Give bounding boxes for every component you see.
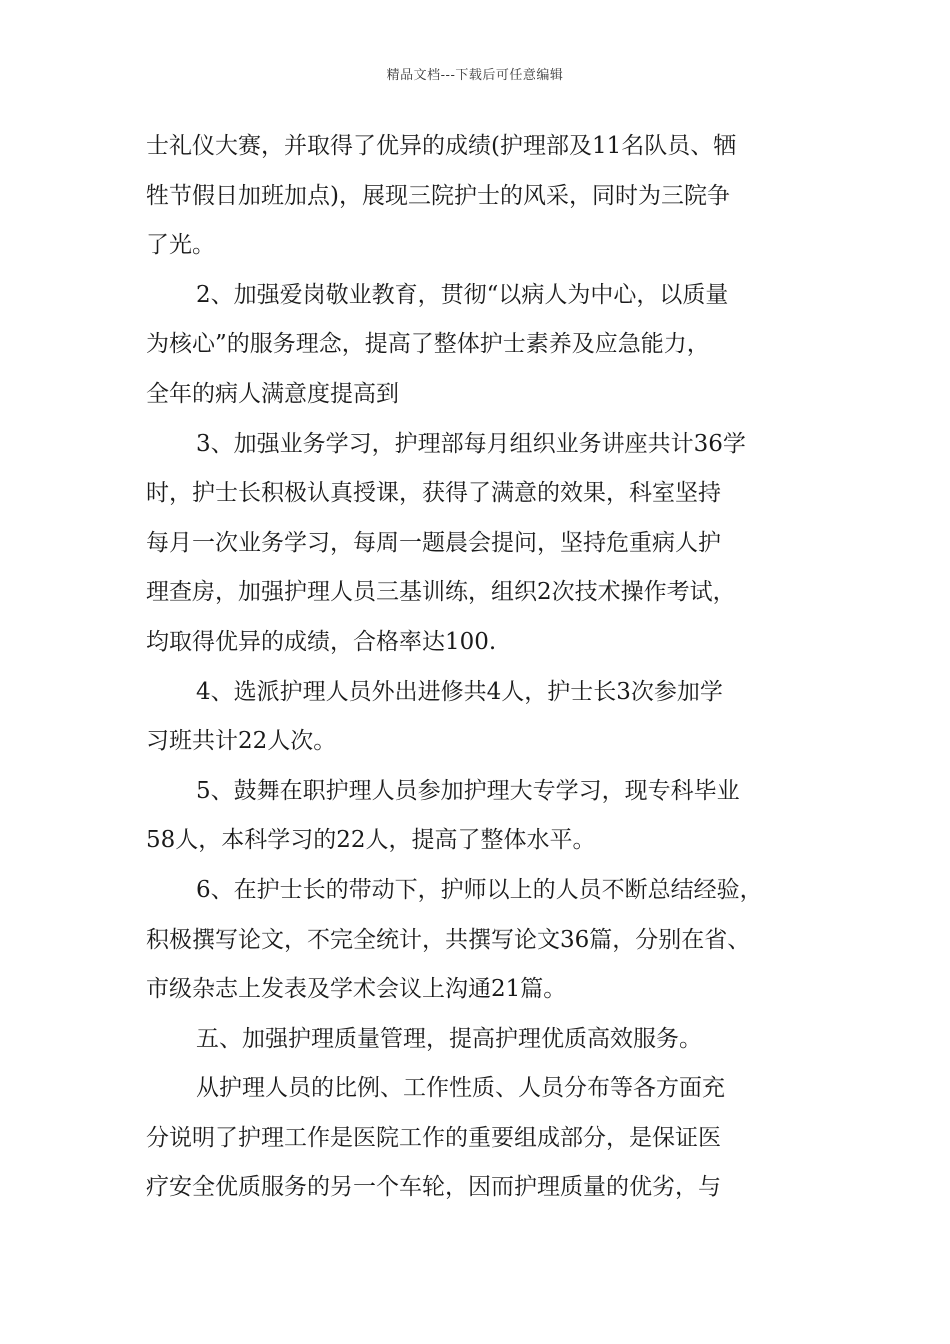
text-line: 积极撰写论文，不完全统计，共撰写论文36篇，分别在省、 — [146, 926, 751, 953]
text-line: 全年的病人满意度提高到 — [146, 380, 399, 407]
text-line: 理查房，加强护理人员三基训练，组织2次技术操作考试， — [146, 579, 736, 606]
text-line: 2、加强爱岗敬业教育，贯彻“以病人为中心，以质量 — [196, 281, 729, 308]
text-line: 疗安全优质服务的另一个车轮，因而护理质量的优劣，与 — [146, 1174, 721, 1201]
text-line: 市级杂志上发表及学术会议上沟通21篇。 — [146, 976, 567, 1003]
text-line: 为核心”的服务理念，提高了整体护士素养及应急能力， — [146, 331, 710, 358]
text-line: 时，护士长积极认真授课，获得了满意的效果，科室坚持 — [146, 480, 721, 507]
text-line: 3、加强业务学习，护理部每月组织业务讲座共计36学 — [196, 430, 746, 457]
text-line: 五、加强护理质量管理，提高护理优质高效服务。 — [196, 1025, 702, 1052]
text-line: 从护理人员的比例、工作性质、人员分布等各方面充 — [196, 1075, 725, 1102]
text-line: 每月一次业务学习，每周一题晨会提问，坚持危重病人护 — [146, 529, 721, 556]
text-line: 了光。 — [146, 232, 215, 259]
text-line: 4、选派护理人员外出进修共4人，护士长3次参加学 — [196, 678, 723, 705]
text-line: 58人，本科学习的22人，提高了整体水平。 — [146, 827, 596, 854]
text-line: 习班共计22人次。 — [146, 728, 337, 755]
text-line: 6、在护士长的带动下，护师以上的人员不断总结经验， — [196, 876, 763, 903]
text-line: 牲节假日加班加点)，展现三院护士的风采，同时为三院争 — [146, 182, 730, 209]
text-line: 分说明了护理工作是医院工作的重要组成部分，是保证医 — [146, 1124, 721, 1151]
text-line: 5、鼓舞在职护理人员参加护理大专学习，现专科毕业 — [196, 777, 740, 804]
text-line: 士礼仪大赛，并取得了优异的成绩(护理部及11名队员、牺 — [146, 133, 737, 159]
document-body — [146, 122, 814, 1213]
text-line: 均取得优异的成绩，合格率达100. — [146, 628, 497, 655]
page-header: 精品文档---下载后可任意编辑 — [386, 68, 564, 83]
